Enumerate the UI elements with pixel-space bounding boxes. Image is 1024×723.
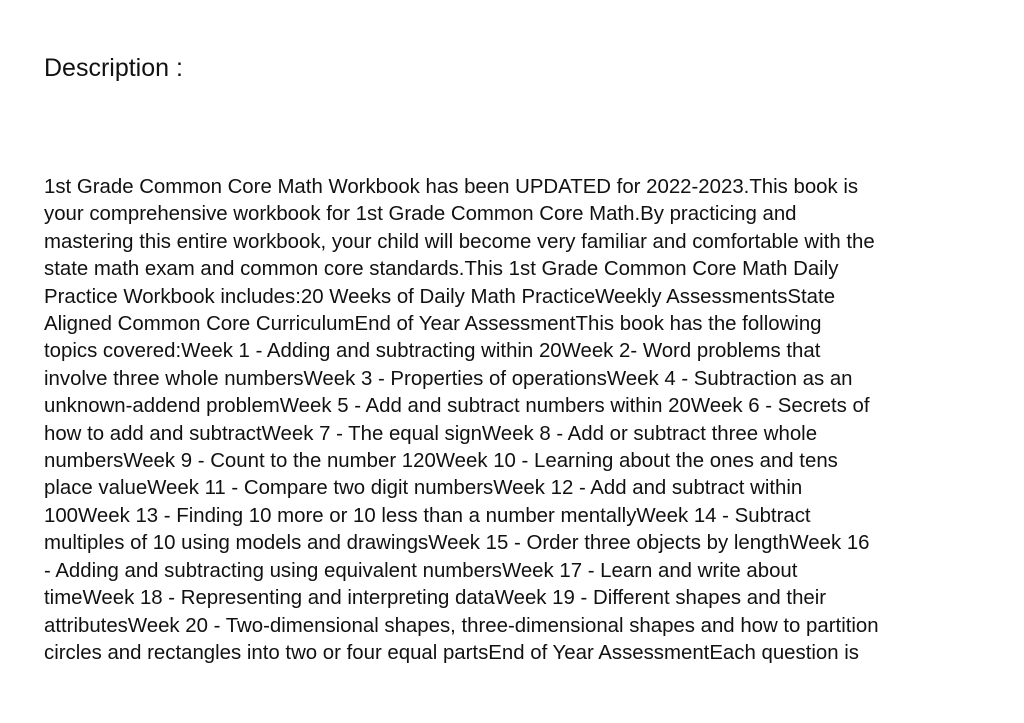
- body-line: attributesWeek 20 - Two-dimensional shapes, three-dimensional shapes and how to partition: [44, 614, 879, 637]
- body-line: mastering this entire workbook, your child will become very familiar and comfortable with the: [44, 230, 875, 253]
- body-line: timeWeek 18 - Representing and interpreting dataWeek 19 - Different shapes and their: [44, 587, 827, 610]
- body-line: how to add and subtractWeek 7 - The equal signWeek 8 - Add or subtract three whole: [44, 422, 818, 445]
- body-line: - Adding and subtracting using equivalent numbersWeek 17 - Learn and write about: [44, 559, 798, 582]
- body-line: topics covered:Week 1 - Adding and subtracting within 20Week 2- Word problems that: [44, 340, 821, 363]
- body-line: circles and rectangles into two or four equal partsEnd of Year AssessmentEach question is: [44, 641, 859, 664]
- body-line: 100Week 13 - Finding 10 more or 10 less than a number mentallyWeek 14 - Subtract: [44, 504, 811, 527]
- body-line: involve three whole numbersWeek 3 - Properties of operationsWeek 4 - Subtraction as an: [44, 367, 853, 390]
- body-line: Aligned Common Core CurriculumEnd of Year AssessmentThis book has the following: [44, 313, 822, 336]
- description-heading: Description :: [44, 54, 183, 82]
- body-line: Practice Workbook includes:20 Weeks of Daily Math PracticeWeekly AssessmentsState: [44, 285, 836, 308]
- body-line: place valueWeek 11 - Compare two digit numbersWeek 12 - Add and subtract within: [44, 477, 803, 500]
- body-line: unknown-addend problemWeek 5 - Add and subtract numbers within 20Week 6 - Secrets of: [44, 395, 870, 418]
- body-line: multiples of 10 using models and drawingsWeek 15 - Order three objects by lengthWeek 16: [44, 532, 870, 555]
- description-body: [44, 174, 1004, 667]
- body-line: numbersWeek 9 - Count to the number 120Week 10 - Learning about the ones and tens: [44, 450, 838, 473]
- body-line: 1st Grade Common Core Math Workbook has been UPDATED for 2022-2023.This book is: [44, 176, 859, 198]
- body-line: your comprehensive workbook for 1st Grade Common Core Math.By practicing and: [44, 203, 797, 226]
- body-line: state math exam and common core standards.This 1st Grade Common Core Math Daily: [44, 258, 839, 281]
